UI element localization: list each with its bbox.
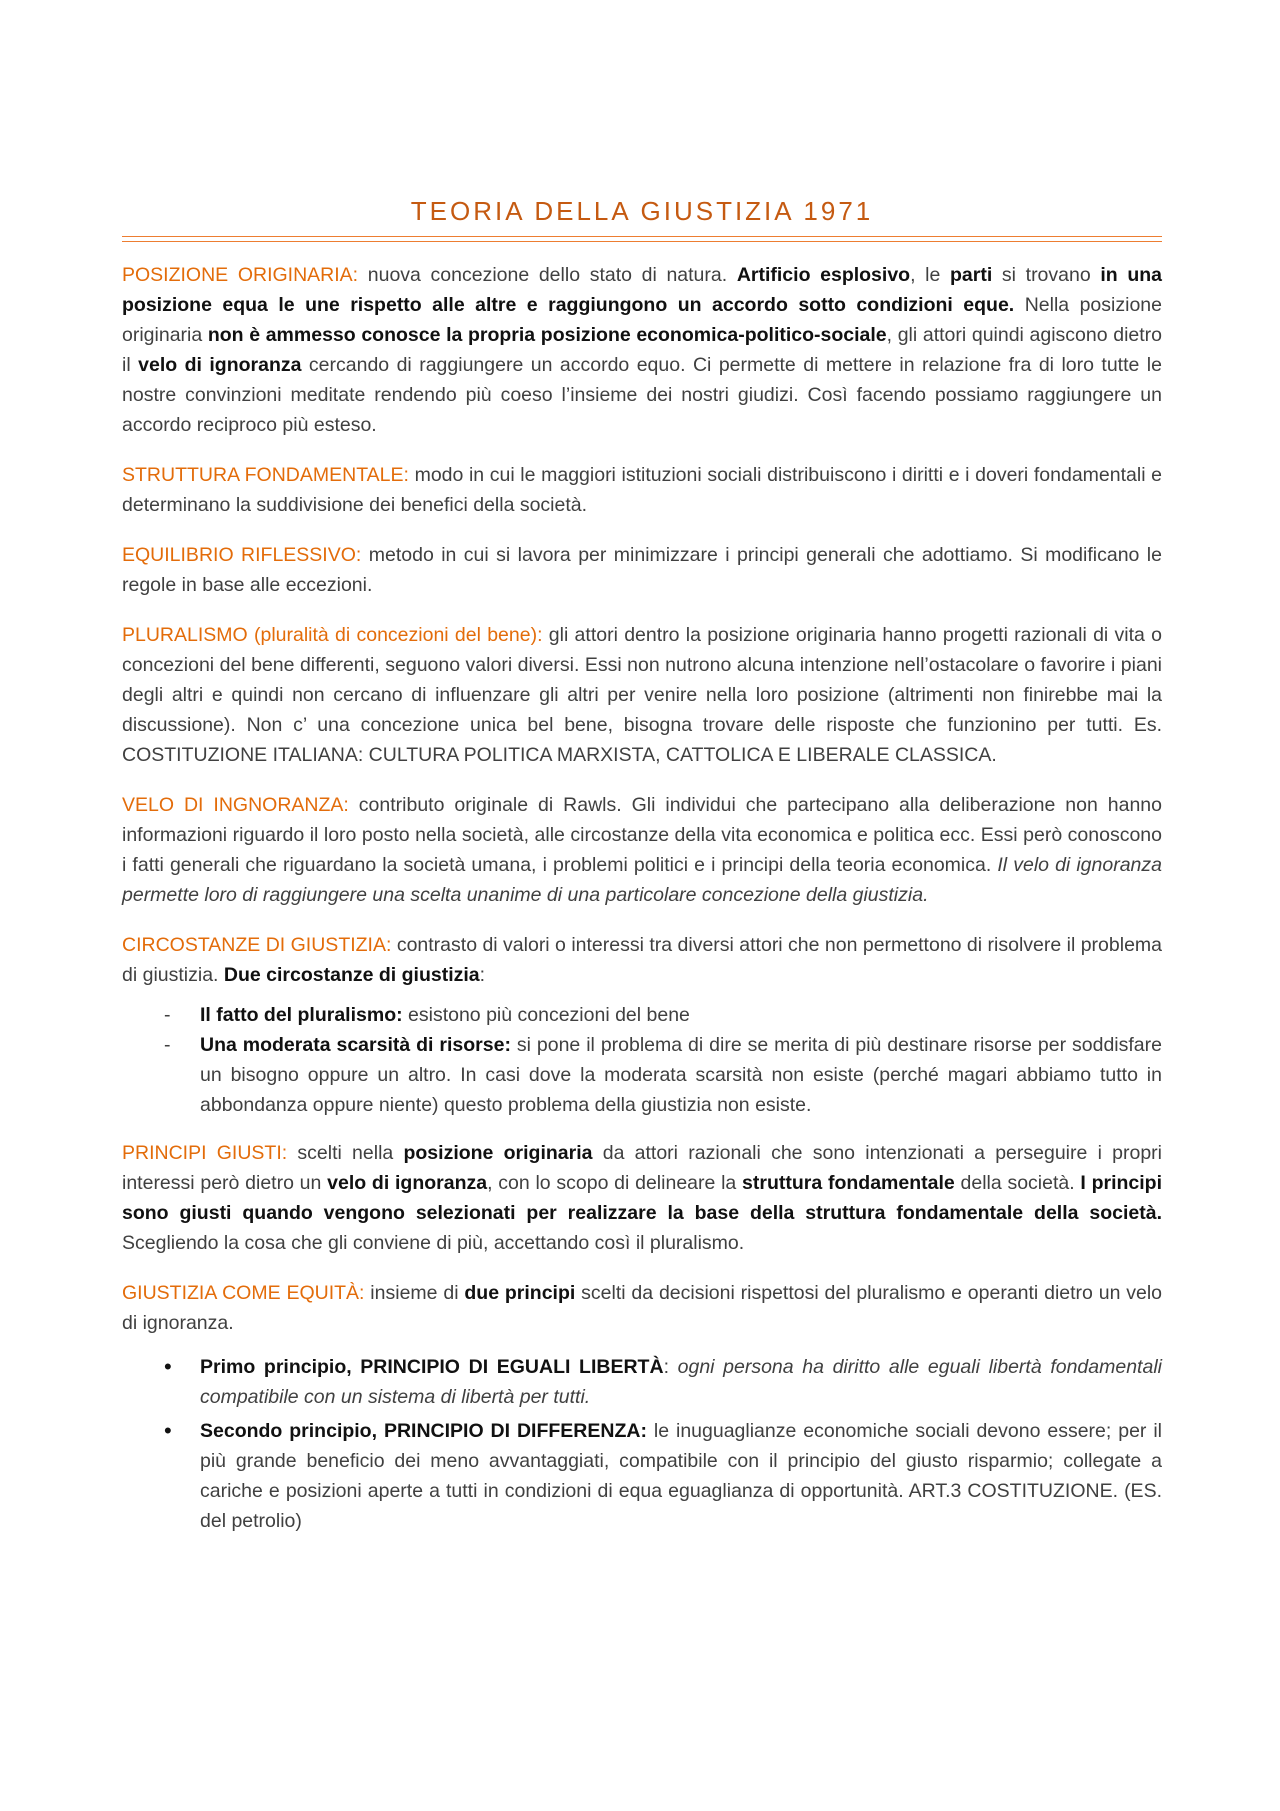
paragraph-giustizia-come-equita: GIUSTIZIA COME EQUITÀ: insieme di due principi scelti da decisioni rispettosi del pluralismo e operanti dietro un velo di ignoranza. (122, 1282, 1163, 1334)
paragraph-struttura-fondamentale: STRUTTURA FONDAMENTALE: modo in cui le maggiori istituzioni sociali distribuiscono i diritti e i doveri fondamentali e determinano la suddivisione dei benefici della società. (122, 464, 1162, 516)
paragraph-pluralismo: PLURALISMO (pluralità di concezioni del bene): gli attori dentro la posizione originaria hanno progetti razionali di vita o concezioni del bene differenti, seguono valori diversi. Essi non nutrono alcuna intenzione nell’ostacolare o favorire i piani degli altri e quindi non cercano di influenzare gli altri per venire nella loro posizione (altrimenti non finirebbe mai la discussione). Non c’ una concezione unica bel bene, bisogna trovare delle risposte che funzionino per tutti. Es. COSTITUZIONE ITALIANA: CULTURA POLITICA MARXISTA, CATTOLICA E LIBERALE CLASSICA. (122, 624, 1162, 766)
term-label: PLURALISMO (pluralità di concezioni del bene): (122, 624, 543, 646)
circumstances-list (122, 1000, 1162, 1120)
list-item: - Una moderata scarsità di risorse: si pone il problema di dire se merita di più destinare risorse per soddisfare un bisogno oppure un altro. In casi dove la moderata scarsità non esiste (perché magari abbiamo tutto in abbondanza oppure niente) questo problema della giustizia non esiste. (122, 1030, 1162, 1120)
term-label: STRUTTURA FONDAMENTALE: (122, 464, 409, 486)
list-item: • Primo principio, PRINCIPIO DI EGUALI LIBERTÀ: ogni persona ha diritto alle eguali libertà fondamentali compatibile con un sistema di libertà per tutti. (164, 1354, 1162, 1408)
paragraph-equilibrio-riflessivo: EQUILIBRIO RIFLESSIVO: metodo in cui si lavora per minimizzare i principi generali che adottiamo. Si modificano le regole in base alle eccezioni. (122, 544, 1162, 596)
term-label: VELO DI INGNORANZA: (122, 794, 349, 816)
paragraph-circostanze-di-giustizia: CIRCOSTANZE DI GIUSTIZIA: contrasto di valori o interessi tra diversi attori che non permettono di risolvere il problema di giustizia. Due circostanze di giustizia: (122, 934, 1163, 986)
term-label: EQUILIBRIO RIFLESSIVO: (122, 544, 362, 566)
document-page (122, 196, 1162, 1554)
bullet-marker: • (164, 1354, 172, 1379)
term-label: POSIZIONE ORIGINARIA: (122, 264, 359, 286)
title-underline (122, 236, 1162, 242)
dash-marker: - (164, 1004, 171, 1026)
term-label: PRINCIPI GIUSTI: (122, 1142, 288, 1164)
list-item: • Secondo principio, PRINCIPIO DI DIFFERENZA: le inuguaglianze economiche sociali devono essere; per il più grande beneficio dei meno avvantaggiati, compatibile con il principio del giusto risparmio; collegate a cariche e posizioni aperte a tutti in condizioni di equa eguaglianza di opportunità. ART.3 COSTITUZIONE. (ES. del petrolio) (164, 1418, 1162, 1532)
bullet-marker: • (164, 1418, 172, 1443)
page-title: TEORIA DELLA GIUSTIZIA 1971 (410, 196, 874, 226)
list-item: - Il fatto del pluralismo: esistono più concezioni del bene (122, 1000, 1162, 1030)
paragraph-posizione-originaria: POSIZIONE ORIGINARIA: nuova concezione dello stato di natura. Artificio esplosivo, le parti si trovano in una posizione equa le une rispetto alle altre e raggiungono un accordo sotto condizioni eque. Nella posizione originaria non è ammesso conosce la propria posizione economica-politico-sociale, gli attori quindi agiscono dietro il velo di ignoranza cercando di raggiungere un accordo equo. Ci permette di mettere in relazione fra di loro tutte le nostre convinzioni meditate rendendo più coeso l’insieme dei nostri giudizi. Così facendo possiamo raggiungere un accordo reciproco più esteso. (122, 264, 1162, 436)
paragraph-velo-di-ignoranza: VELO DI INGNORANZA: contributo originale di Rawls. Gli individui che partecipano alla deliberazione non hanno informazioni riguardo il loro posto nella società, alle circostanze della vita economica e politica ecc. Essi però conoscono i fatti generali che riguardano la società umana, i problemi politici e i principi della teoria economica. Il velo di ignoranza permette loro di raggiungere una scelta unanime di una particolare concezione della giustizia. (122, 794, 1163, 906)
dash-marker: - (164, 1034, 171, 1056)
term-label: CIRCOSTANZE DI GIUSTIZIA: (122, 934, 392, 956)
term-label: GIUSTIZIA COME EQUITÀ: (122, 1282, 365, 1304)
paragraph-principi-giusti: PRINCIPI GIUSTI: scelti nella posizione originaria da attori razionali che sono intenzionati a perseguire i propri interessi però dietro un velo di ignoranza, con lo scopo di delineare la struttura fondamentale della società. I principi sono giusti quando vengono selezionati per realizzare la base della struttura fondamentale della società. Scegliendo la cosa che gli conviene di più, accettando così il pluralismo. (122, 1142, 1163, 1254)
principles-list (122, 1352, 1162, 1536)
